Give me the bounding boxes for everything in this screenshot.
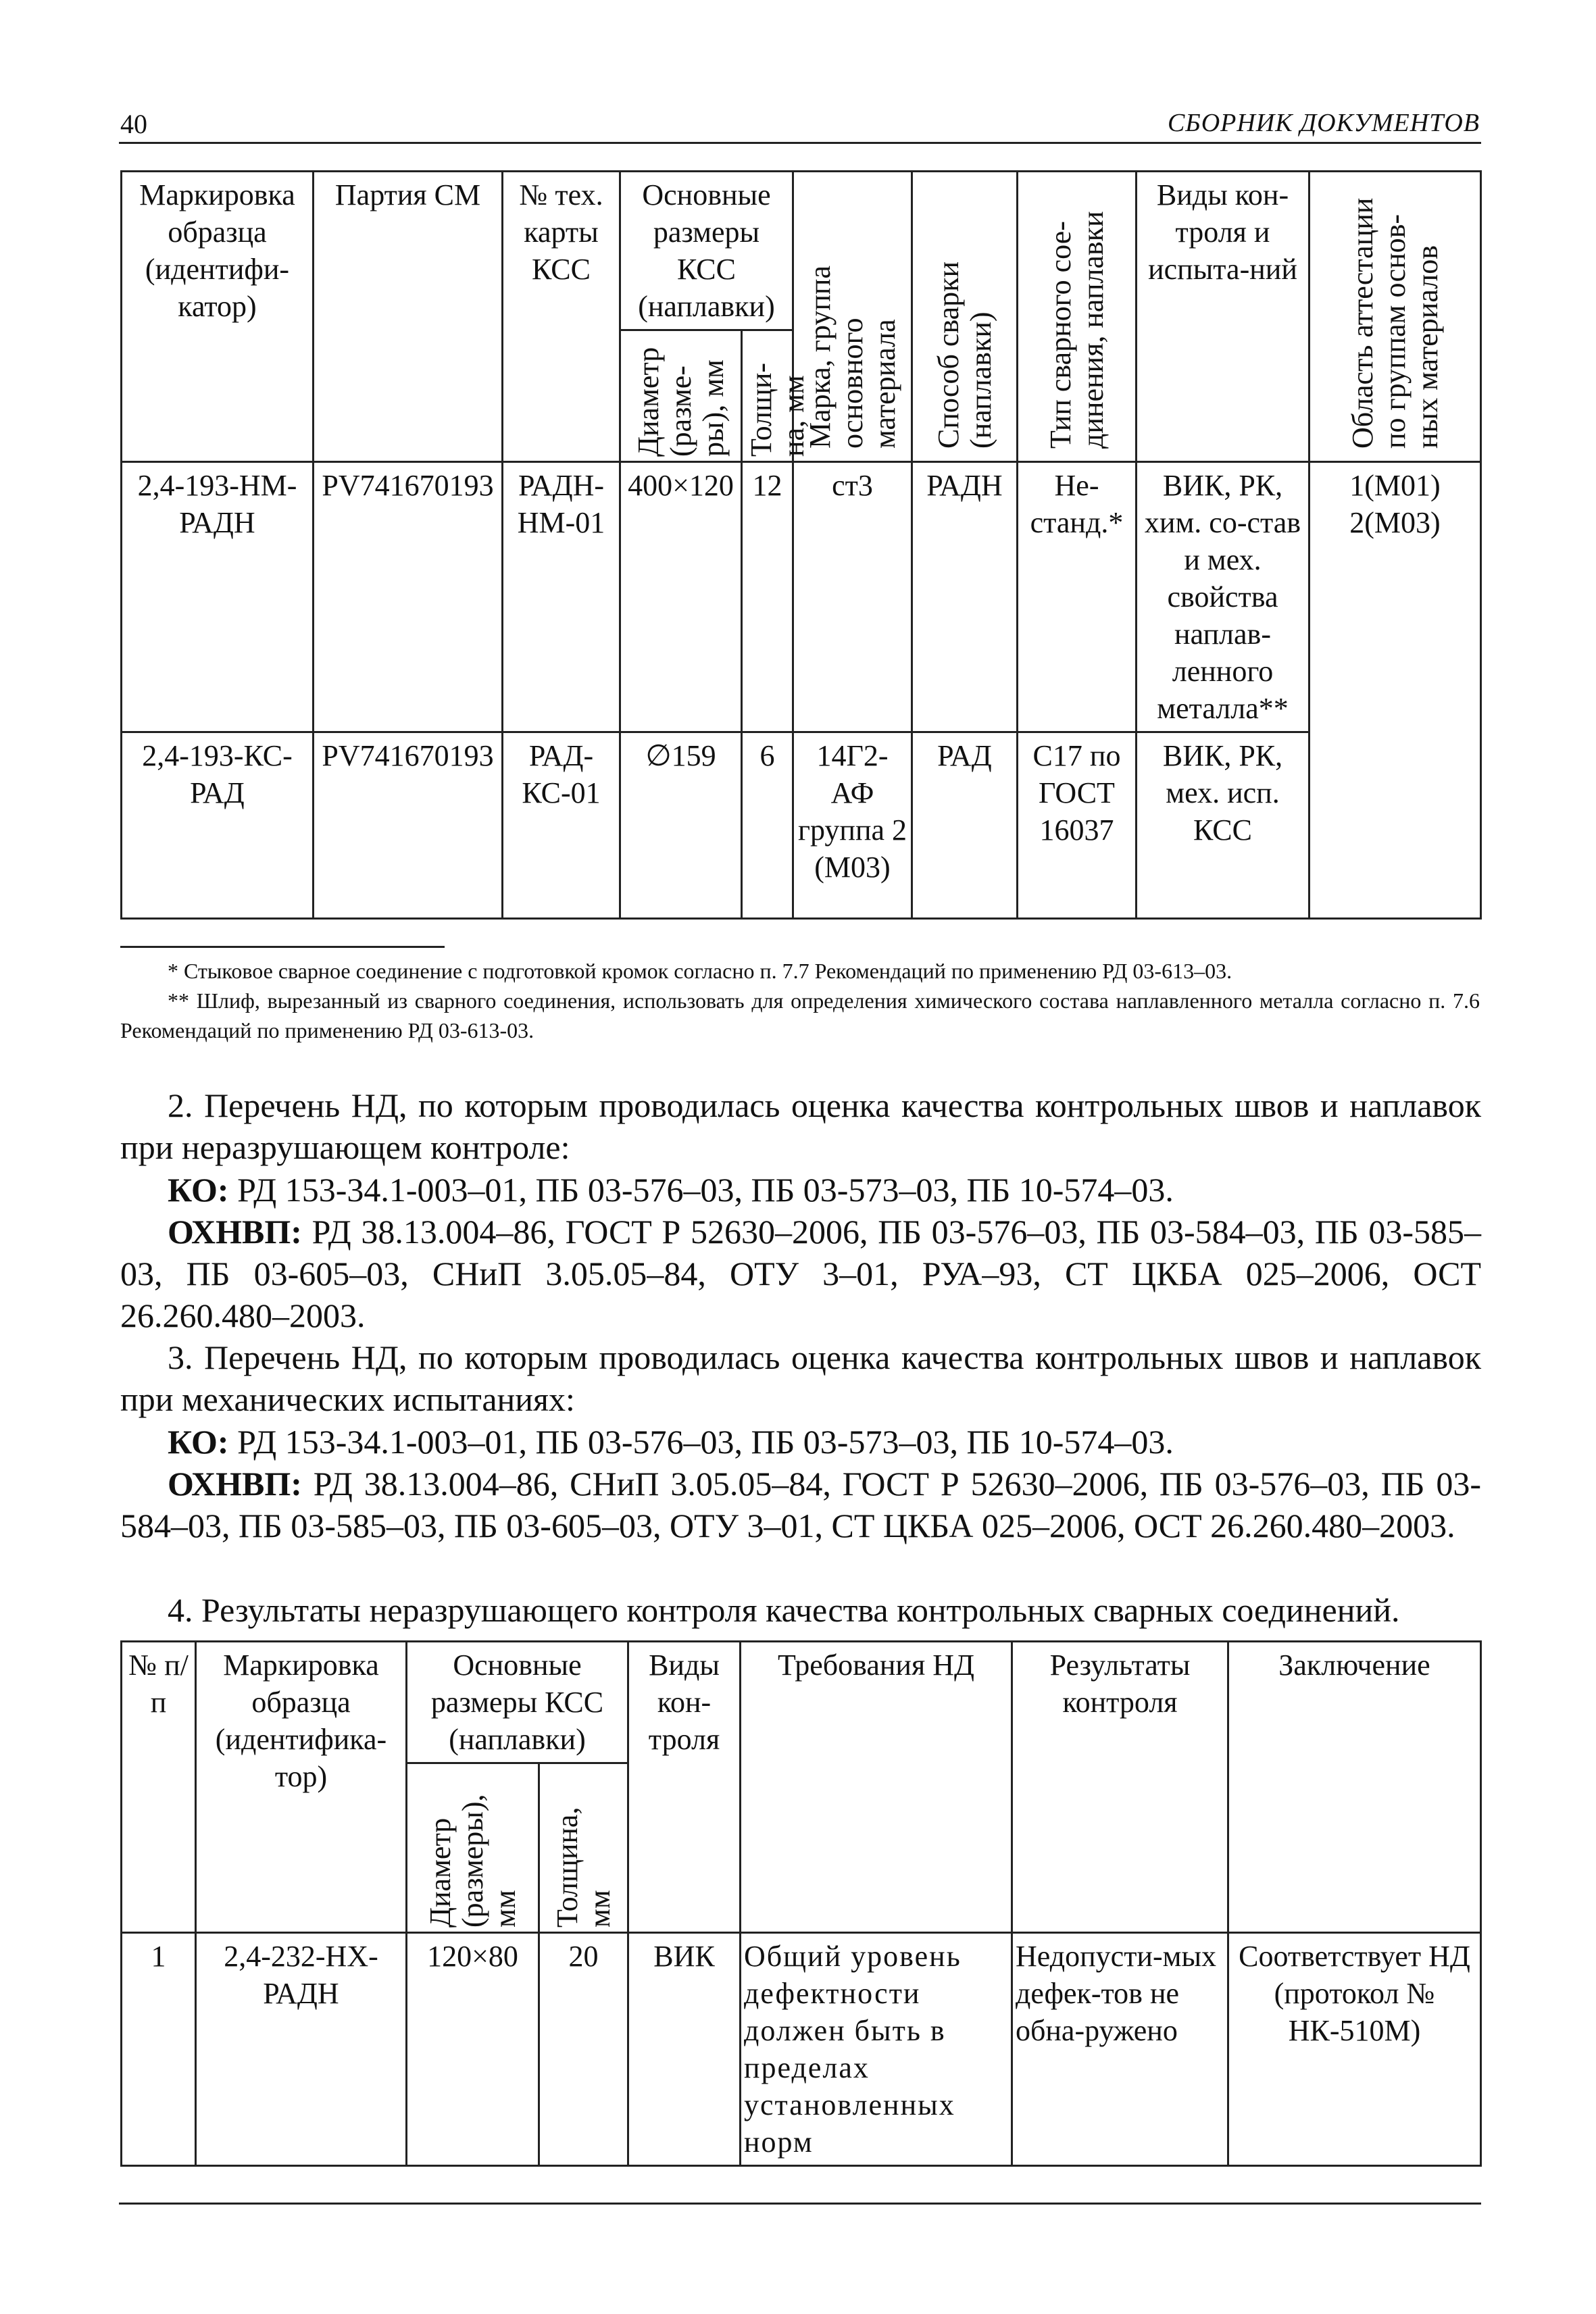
cell-batch: PV741670193	[314, 732, 503, 919]
cell-thickness: 20	[539, 1933, 628, 2166]
results-table	[120, 1640, 1482, 2167]
cell-batch: PV741670193	[314, 462, 503, 732]
footnote-1: * Стыковое сварное соединение с подготовкой кромок согласно п. 7.7 Рекомендаций по применению РД 03-613–03.	[168, 959, 1232, 983]
cell-thickness: 6	[742, 732, 793, 919]
paragraph-3: 3. Перечень НД, по которым проводилась оценка качества контрольных швов и наплавок при механических испытаниях:	[120, 1338, 1481, 1418]
cell-diameter: 120×80	[407, 1933, 539, 2166]
header-rule	[119, 142, 1481, 144]
th-batch: Партия СМ	[314, 172, 503, 462]
cell-results: Недопусти-мых дефек-тов не обна-ружено	[1012, 1933, 1228, 2166]
th-main-dims: Основные размеры КСС (наплавки)	[620, 172, 793, 330]
footnote-rule	[120, 946, 445, 948]
th-results: Результаты контроля	[1012, 1642, 1228, 1933]
th-thickness: Толщина, мм	[539, 1763, 628, 1933]
paragraph-2-ohnvp: ОХНВП: РД 38.13.004–86, ГОСТ Р 52630–2006, ПБ 03-576–03, ПБ 03-584–03, ПБ 03-585–03, ПБ 03-605–03, СНиП 3.05.05–84, ОТУ 3–01, РУА–93, СТ ЦКБА 025–2006, ОСТ 26.260.480–2003.	[120, 1213, 1481, 1334]
cell-diameter: ∅159	[620, 732, 742, 919]
table-row	[122, 732, 1481, 919]
cell-requirements: Общий уровень дефектности должен быть в пределах установленных норм	[741, 1933, 1012, 2166]
cell-control-types: ВИК	[628, 1933, 741, 2166]
footnote-2: ** Шлиф, вырезанный из сварного соединения, использовать для определения химического состава наплавленного металла согласно п. 7.6 Рекомендаций по применению РД 03-613-03.	[120, 988, 1480, 1042]
th-main-dims: Основные размеры КСС (наплавки)	[407, 1642, 628, 1763]
page-number: 40	[120, 109, 147, 139]
specimen-table	[120, 170, 1482, 920]
th-marking: Маркировка образца (идентифи-катор)	[122, 172, 314, 462]
cell-attestation: 1(М01) 2(М03)	[1310, 462, 1481, 919]
paragraph-4: 4. Результаты неразрушающего контроля качества контрольных сварных соединений.	[168, 1591, 1400, 1629]
table-row	[122, 462, 1481, 732]
cell-control-types: ВИК, РК, хим. со-став и мех. свойства наплав-ленного металла**	[1137, 462, 1310, 732]
th-joint-type: Тип сварного сое-динения, наплавки	[1018, 172, 1137, 462]
cell-tech-card: РАДН-НМ-01	[503, 462, 620, 732]
th-method: Способ сварки (наплавки)	[912, 172, 1018, 462]
cell-conclusion: Соответствует НД (протокол № НК-510М)	[1228, 1933, 1481, 2166]
cell-joint-type: С17 по ГОСТ 16037	[1018, 732, 1137, 919]
th-conclusion: Заключение	[1228, 1642, 1481, 1933]
cell-thickness: 12	[742, 462, 793, 732]
th-num: № п/п	[122, 1642, 196, 1933]
th-control-types: Виды кон-троля и испыта-ний	[1137, 172, 1310, 462]
paragraph-3-ohnvp: ОХНВП: РД 38.13.004–86, СНиП 3.05.05–84, ГОСТ Р 52630–2006, ПБ 03-576–03, ПБ 03-584–03, ПБ 03-585–03, ПБ 03-605–03, ОТУ 3–01, СТ ЦКБА 025–2006, ОСТ 26.260.480–2003.	[120, 1465, 1481, 1544]
th-tech-card: № тех. карты КСС	[503, 172, 620, 462]
th-marking: Маркировка образца (идентифика-тор)	[196, 1642, 407, 1933]
running-header-title: СБОРНИК ДОКУМЕНТОВ	[1167, 109, 1480, 137]
cell-joint-type: Не-станд.*	[1018, 462, 1137, 732]
th-diameter: Диаметр (размеры), мм	[407, 1763, 539, 1933]
cell-grade: ст3	[793, 462, 912, 732]
cell-diameter: 400×120	[620, 462, 742, 732]
th-grade: Марка, группа основного материала	[793, 172, 912, 462]
bottom-rule	[119, 2203, 1481, 2205]
cell-control-types: ВИК, РК, мех. исп. КСС	[1137, 732, 1310, 919]
cell-grade: 14Г2-АФ группа 2 (М03)	[793, 732, 912, 919]
table-row	[122, 1933, 1481, 2166]
th-thickness: Толщи-на, мм	[742, 330, 793, 462]
cell-tech-card: РАД-КС-01	[503, 732, 620, 919]
cell-marking: 2,4-193-КС-РАД	[122, 732, 314, 919]
cell-marking: 2,4-193-НМ-РАДН	[122, 462, 314, 732]
cell-method: РАДН	[912, 462, 1018, 732]
th-diameter: Диаметр (разме-ры), мм	[620, 330, 742, 462]
cell-method: РАД	[912, 732, 1018, 919]
th-requirements: Требования НД	[741, 1642, 1012, 1933]
paragraph-3-ko: КО: РД 153-34.1-003–01, ПБ 03-576–03, ПБ 03-573–03, ПБ 10-574–03.	[168, 1423, 1174, 1461]
cell-num: 1	[122, 1933, 196, 2166]
paragraph-2: 2. Перечень НД, по которым проводилась оценка качества контрольных швов и наплавок при неразрушающем контроле:	[120, 1086, 1481, 1166]
th-control-types: Виды кон-троля	[628, 1642, 741, 1933]
th-attestation: Область аттестации по группам основ-ных материалов	[1310, 172, 1481, 462]
cell-marking: 2,4-232-НХ-РАДН	[196, 1933, 407, 2166]
paragraph-2-ko: КО: РД 153-34.1-003–01, ПБ 03-576–03, ПБ 03-573–03, ПБ 10-574–03.	[168, 1171, 1174, 1209]
